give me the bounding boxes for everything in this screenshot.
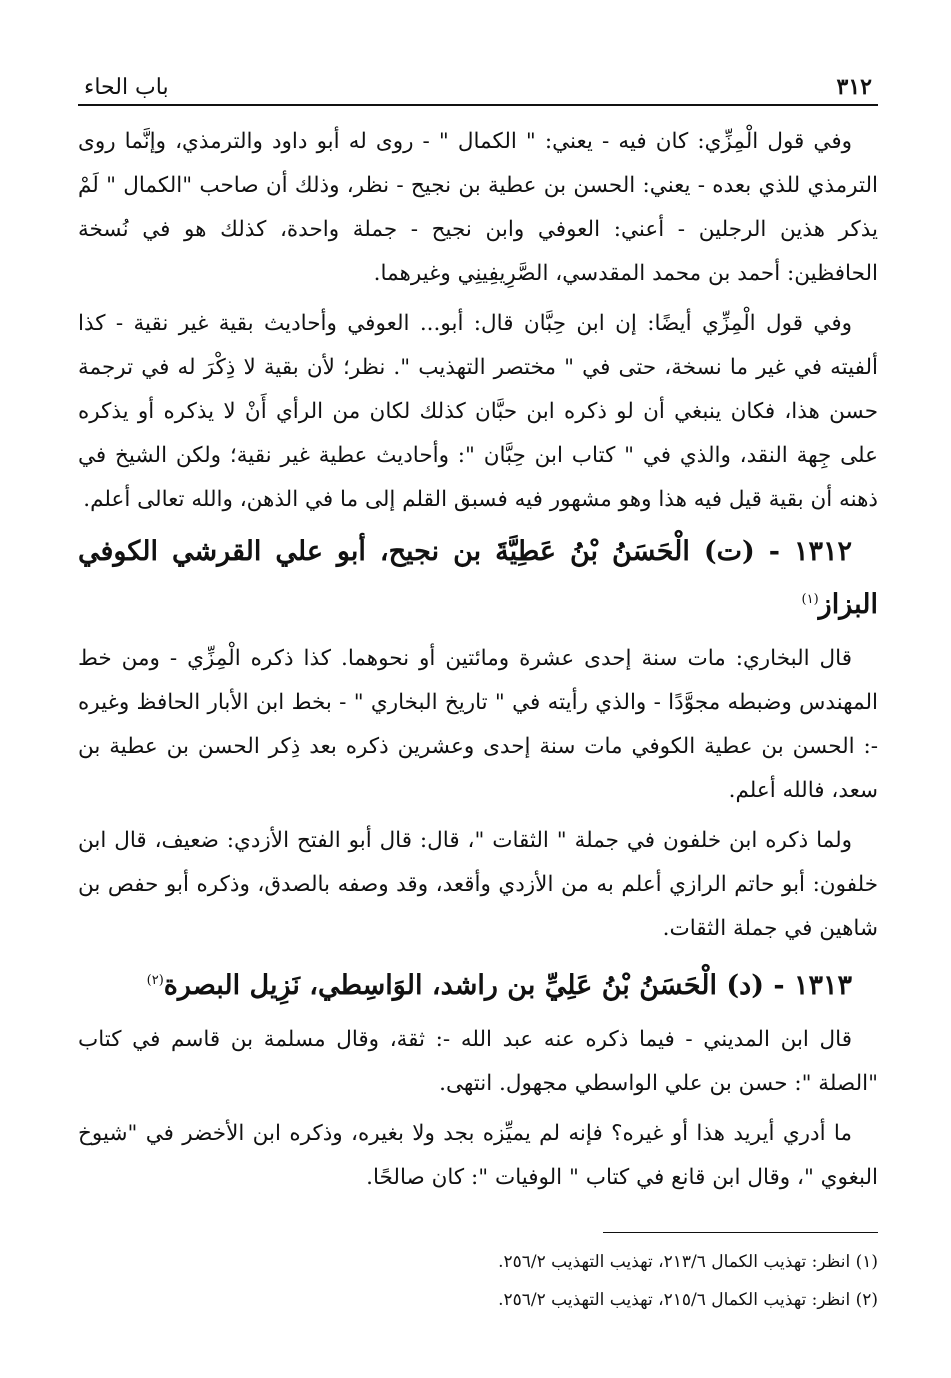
- page-number: ٣١٢: [836, 74, 872, 100]
- chapter-title: باب الحاء: [84, 75, 169, 100]
- footnote-ref: (٢): [146, 973, 164, 988]
- entry-title-text: ١٣١٣ - (د) الْحَسَنُ بْنُ عَلِيِّ بن راشد، الوَاسِطي، نَزِيل البصرة: [163, 970, 852, 1001]
- footnote-2: (٢) انظر: تهذيب الكمال ٢١٥/٦، تهذيب التهذيب ٢٥٦/٢.: [498, 1290, 878, 1310]
- footnote-1: (١) انظر: تهذيب الكمال ٢١٣/٦، تهذيب التهذيب ٢٥٦/٢.: [498, 1252, 878, 1272]
- paragraph: ما أدري أيريد هذا أو غيره؟ فإنه لم يميِّزه بجد ولا بغيره، وذكره ابن الأخضر في "شيوخ البغوي "، وقال ابن قانع في كتاب " الوفيات ": كان صالحًا.: [78, 1121, 878, 1190]
- footnotes: [78, 1232, 878, 1319]
- paragraph: قال البخاري: مات سنة إحدى عشرة ومائتين أو نحوهما. كذا ذكره الْمِزِّي - ومن خط المهندس وضبطه مجوَّدًا - والذي رأيته في " تاريخ البخاري " - بخط ابن الأبار الحافظ وغيره -: الحسن بن عطية الكوفي مات سنة إحدى وعشرين ذكره بعد ذِكر الحسن بن عطية بن سعد، فالله أعلم.: [78, 646, 878, 803]
- entry-heading-1312: [78, 528, 878, 629]
- footnote-ref: (١): [801, 592, 819, 607]
- book-page: [78, 60, 878, 1206]
- running-header: [78, 60, 878, 106]
- paragraph: وفي قول الْمِزِّي: كان فيه - يعني: " الكمال " - روى له أبو داود والترمذي، وإنَّما روى الترمذي للذي بعده - يعني: الحسن بن عطية بن نجيح - نظر، وذلك أن صاحب "الكمال " لَمْ يذكر هذين الرجلين - أعني: العوفي وابن نجيح - جملة واحدة، كذلك هو في نُسخة الحافظين: أحمد بن محمد المقدسي، الصَّرِيفِينِي وغيرهما.: [78, 129, 878, 286]
- paragraph: ولما ذكره ابن خلفون في جملة " الثقات "، قال: قال أبو الفتح الأزدي: ضعيف، قال ابن خلفون: أبو حاتم الرازي أعلم به من الأزدي وأقعد، وقد وصفه بالصدق، وذكره أبو حفص بن شاهين في جملة الثقات.: [78, 828, 878, 941]
- paragraph: وفي قول الْمِزِّي أيضًا: إن ابن حِبَّان قال: أبو... العوفي وأحاديث بقية غير نقية - كذا ألفيته في غير ما نسخة، حتى في " مختصر التهذيب ". نظر؛ لأن بقية لا ذِكْرَ له في ترجمة حسن هذا، فكان ينبغي أن لو ذكره ابن حبَّان كذلك لكان من الرأي أَنْ لا يذكره أو يذكره على جِهة النقد، والذي في " كتاب ابن حِبَّان ": وأحاديث عطية غير نقية؛ ولكن الشيخ في ذهنه أن بقية قيل فيه هذا وهو مشهور فيه فسبق القلم إلى ما في الذهن، والله تعالى أعلم.: [78, 311, 878, 512]
- entry-title-text: ١٣١٢ - (ت) الْحَسَنُ بْنُ عَطِيَّةَ بن نجيح، أبو علي القرشي الكوفي البزاز: [78, 536, 878, 620]
- paragraph: قال ابن المديني - فيما ذكره عنه عبد الله -: ثقة، وقال مسلمة بن قاسم في كتاب "الصلة ": حسن بن علي الواسطي مجهول. انتهى.: [78, 1027, 878, 1096]
- entry-heading-1313: [78, 957, 878, 1010]
- footnote-divider: [603, 1232, 878, 1233]
- main-text: [78, 120, 878, 1200]
